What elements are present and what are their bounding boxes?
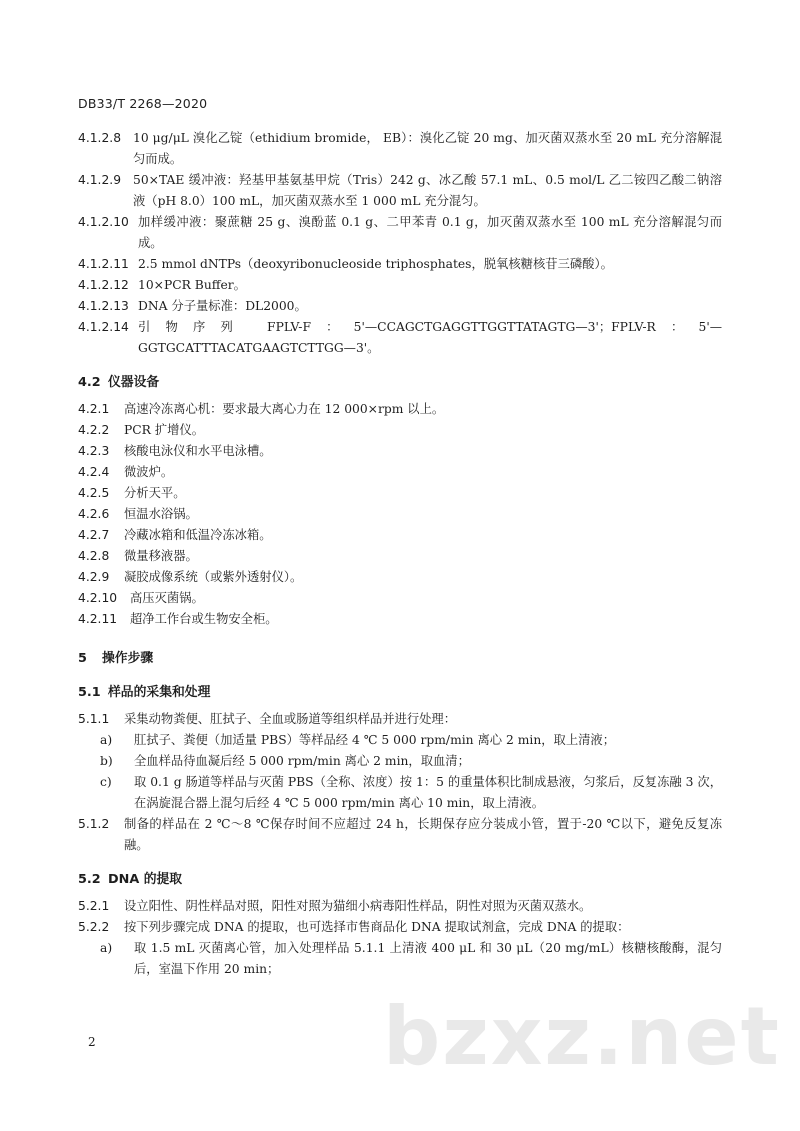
clause-text: 10×PCR Buffer。 [138, 278, 246, 292]
clause-text: 超净工作台或生物安全柜。 [130, 612, 278, 626]
clause-5-2-2 [78, 917, 722, 938]
list-text: 取 1.5 mL 灭菌离心管，加入处理样品 5.1.1 上清液 400 μL 和 30 μL（20 mg/mL）核糖核酸酶，混匀后，室温下作用 20 min； [134, 941, 722, 976]
section-number: 4.2 [78, 375, 101, 390]
clause-number: 4.2.4 [78, 465, 110, 479]
section-number: 5.2 [78, 872, 101, 887]
equipment-item [78, 546, 722, 567]
clause-5-1-2 [78, 814, 722, 856]
clause-5-1-1 [78, 709, 722, 730]
clause-text: 2.5 mmol dNTPs（deoxyribonucleoside triphosphates，脱氧核糖核苷三磷酸）。 [138, 257, 613, 271]
clause-number: 4.1.2.13 [78, 299, 129, 313]
equipment-item [78, 588, 722, 609]
equipment-item [78, 504, 722, 525]
list-label: b) [100, 754, 113, 768]
section-4-2-heading [78, 372, 722, 393]
list-item [78, 772, 722, 814]
section-number: 5.1 [78, 685, 101, 700]
list-label: a) [100, 941, 113, 955]
clause-number: 4.2.1 [78, 402, 110, 416]
clause-number: 4.2.6 [78, 507, 110, 521]
clause-number: 4.1.2.11 [78, 257, 129, 271]
clause-text: 恒温水浴锅。 [124, 507, 198, 521]
clause-text: DNA 分子量标准：DL2000。 [138, 299, 307, 313]
clause-number: 4.1.2.12 [78, 278, 129, 292]
clause-text: 设立阳性、阴性样品对照，阳性对照为猫细小病毒阳性样品，阴性对照为灭菌双蒸水。 [124, 899, 592, 913]
clause-number: 4.2.2 [78, 423, 110, 437]
equipment-list [78, 399, 722, 630]
page-number: 2 [88, 1035, 96, 1049]
equipment-item [78, 441, 722, 462]
list-label: a) [100, 733, 113, 747]
clause-number: 4.2.5 [78, 486, 110, 500]
clause-text: 引物序列 FPLV-F：5'—CCAGCTGAGGTTGGTTATAGTG—3'；FPLV-R：5'—GGTGCATTTACATGAAGTCTTGG—3'。 [138, 320, 722, 355]
watermark: bzxz.net [383, 990, 781, 1083]
section-5-1-heading [78, 682, 722, 703]
clause-number: 5.2.2 [78, 920, 110, 934]
clause-number: 4.2.9 [78, 570, 110, 584]
clause-text: 分析天平。 [124, 486, 186, 500]
reagent-item [78, 296, 722, 317]
list-item [78, 938, 722, 980]
clause-number: 5.2.1 [78, 899, 110, 913]
reagent-item [78, 275, 722, 296]
list-text: 取 0.1 g 肠道等样品与灭菌 PBS（全称、浓度）按 1：5 的重量体积比制成悬液，匀浆后，反复冻融 3 次，在涡旋混合器上混匀后经 4 ℃ 5 000 rpm/min 离心 10 min，取上清液。 [134, 775, 722, 810]
clause-text: 高速冷冻离心机：要求最大离心力在 12 000×rpm 以上。 [124, 402, 445, 416]
equipment-item [78, 399, 722, 420]
section-title: 仪器设备 [108, 375, 160, 390]
equipment-item [78, 525, 722, 546]
list-text: 肛拭子、粪便（加适量 PBS）等样品经 4 ℃ 5 000 rpm/min 离心 2 min，取上清液； [134, 733, 616, 747]
section-5-2-heading [78, 869, 722, 890]
equipment-item [78, 462, 722, 483]
list-label: c) [100, 775, 112, 789]
clause-number: 4.2.3 [78, 444, 110, 458]
clause-text: 高压灭菌锅。 [130, 591, 204, 605]
reagent-item [78, 128, 722, 170]
clause-text: 采集动物粪便、肛拭子、全血或肠道等组织样品并进行处理： [124, 712, 457, 726]
equipment-item [78, 420, 722, 441]
reagent-item [78, 212, 722, 254]
section-number: 5 [78, 651, 87, 666]
clause-text: 50×TAE 缓冲液：羟基甲基氨基甲烷（Tris）242 g、冰乙酸 57.1 mL、0.5 mol/L 乙二铵四乙酸二钠溶液（pH 8.0）100 mL，加灭菌双蒸水至 1 000 mL 充分混匀。 [133, 173, 722, 208]
clause-text: 加样缓冲液：聚蔗糖 25 g、溴酚蓝 0.1 g、二甲苯青 0.1 g，加灭菌双蒸水至 100 mL 充分溶解混匀而成。 [138, 215, 722, 250]
clause-number: 4.1.2.9 [78, 173, 122, 187]
section-title: 样品的采集和处理 [108, 685, 211, 700]
clause-text: 冷藏冰箱和低温冷冻冰箱。 [124, 528, 272, 542]
clause-text: 凝胶成像系统（或紫外透射仪）。 [124, 570, 303, 584]
equipment-item [78, 567, 722, 588]
section-title: DNA 的提取 [108, 872, 183, 887]
clause-number: 5.1.2 [78, 817, 110, 831]
equipment-item [78, 483, 722, 504]
clause-text: 核酸电泳仪和水平电泳槽。 [124, 444, 272, 458]
clause-number: 4.1.2.8 [78, 131, 122, 145]
list-item [78, 751, 722, 772]
document-header: DB33/T 2268—2020 [78, 96, 208, 111]
clause-number: 4.2.7 [78, 528, 110, 542]
reagent-list [78, 128, 722, 359]
clause-text: 微量移液器。 [124, 549, 198, 563]
reagent-item [78, 317, 722, 359]
reagent-item [78, 170, 722, 212]
clause-number: 4.1.2.14 [78, 320, 129, 334]
document-body [78, 128, 722, 980]
clause-number: 4.1.2.10 [78, 215, 129, 229]
section-5-heading [78, 648, 722, 669]
clause-text: 按下列步骤完成 DNA 的提取，也可选择市售商品化 DNA 提取试剂盒，完成 DNA 的提取： [124, 920, 630, 934]
clause-number: 4.2.8 [78, 549, 110, 563]
clause-text: 10 μg/μL 溴化乙锭（ethidium bromide， EB）：溴化乙锭 20 mg、加灭菌双蒸水至 20 mL 充分溶解混匀而成。 [133, 131, 722, 166]
clause-text: 微波炉。 [124, 465, 174, 479]
equipment-item [78, 609, 722, 630]
clause-text: 制备的样品在 2 ℃～8 ℃保存时间不应超过 24 h，长期保存应分装成小管，置于-20 ℃以下，避免反复冻融。 [124, 817, 722, 852]
clause-5-1-1-items [78, 730, 722, 814]
clause-number: 4.2.10 [78, 591, 118, 605]
section-title: 操作步骤 [102, 651, 154, 666]
clause-text: PCR 扩增仪。 [124, 423, 205, 437]
clause-number: 5.1.1 [78, 712, 110, 726]
list-text: 全血样品待血凝后经 5 000 rpm/min 离心 2 min，取血清； [134, 754, 470, 768]
reagent-item [78, 254, 722, 275]
clause-5-2-2-items [78, 938, 722, 980]
list-item [78, 730, 722, 751]
clause-5-2-1 [78, 896, 722, 917]
clause-number: 4.2.11 [78, 612, 118, 626]
